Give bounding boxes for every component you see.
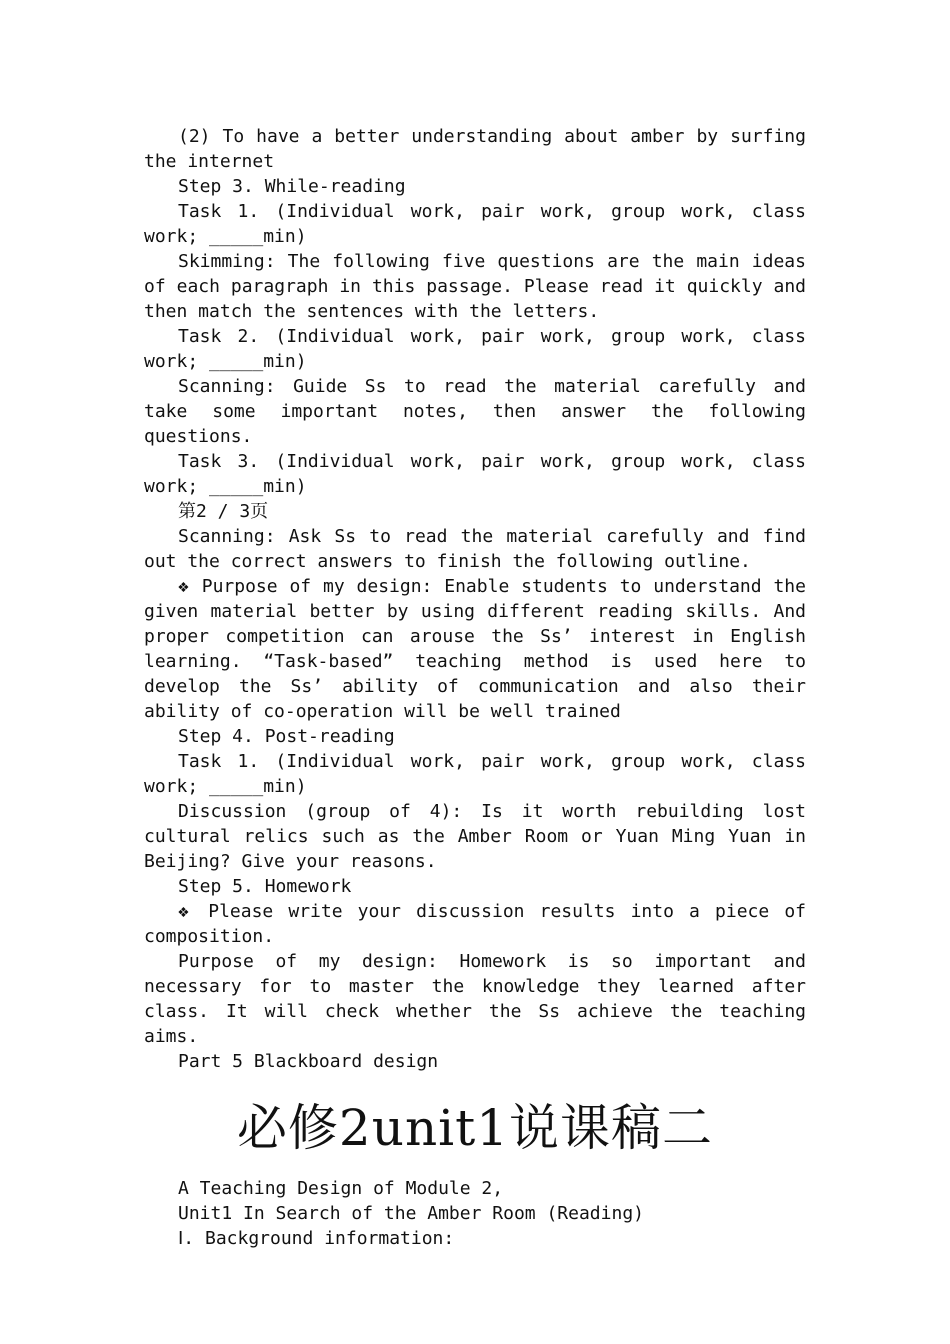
paragraph: Scanning: Ask Ss to read the material carefully and find out the correct answers to finish the following outline. xyxy=(144,526,806,572)
paragraph: Purpose of my design: Homework is so important and necessary for to master the knowledge they learned after class. It will check whether the Ss achieve the teaching aims. xyxy=(144,951,806,1047)
paragraph: Task 1. (Individual work, pair work, group work, class work; _____min) xyxy=(144,201,806,247)
paragraph: Step 3. While-reading xyxy=(178,176,406,197)
paragraph: ❖ Purpose of my design: Enable students to understand the given material better by using different reading skills. And proper competition can arouse the Ss’ interest in English learning. “Task-based” teaching method is used here to develop the Ss’ ability of communication and also their ability of co-operation will be well trained xyxy=(144,576,806,722)
document-title: 必修2unit1说课稿二 xyxy=(236,1099,714,1157)
paragraph: ❖ Please write your discussion results into a piece of composition. xyxy=(144,901,806,947)
paragraph: Ⅰ. Background information: xyxy=(178,1228,455,1249)
paragraph: Scanning: Guide Ss to read the material carefully and take some important notes, then answer the following questions. xyxy=(144,376,806,447)
paragraph: A Teaching Design of Module 2, xyxy=(178,1178,504,1199)
paragraph: Task 1. (Individual work, pair work, group work, class work; _____min) xyxy=(144,751,806,797)
paragraph: Skimming: The following five questions are the main ideas of each paragraph in this passage. Please read it quickly and then match the sentences with the letters. xyxy=(144,251,806,322)
paragraph: Unit1 In Search of the Amber Room (Reading) xyxy=(178,1203,644,1224)
paragraph: Part 5 Blackboard design xyxy=(178,1051,439,1072)
page-number-text: 第2 / 3页 xyxy=(178,501,269,522)
paragraph: Task 2. (Individual work, pair work, group work, class work; _____min) xyxy=(144,326,806,372)
document-page xyxy=(144,124,806,1251)
paragraph: Step 4. Post-reading xyxy=(178,726,395,747)
paragraph: Discussion (group of 4): Is it worth rebuilding lost cultural relics such as the Amber Room or Yuan Ming Yuan in Beijing? Give your reasons. xyxy=(144,801,806,872)
paragraph: Step 5. Homework xyxy=(178,876,352,897)
paragraph: Task 3. (Individual work, pair work, group work, class work; _____min) xyxy=(144,451,806,497)
paragraph: (2) To have a better understanding about amber by surfing the internet xyxy=(144,126,806,172)
